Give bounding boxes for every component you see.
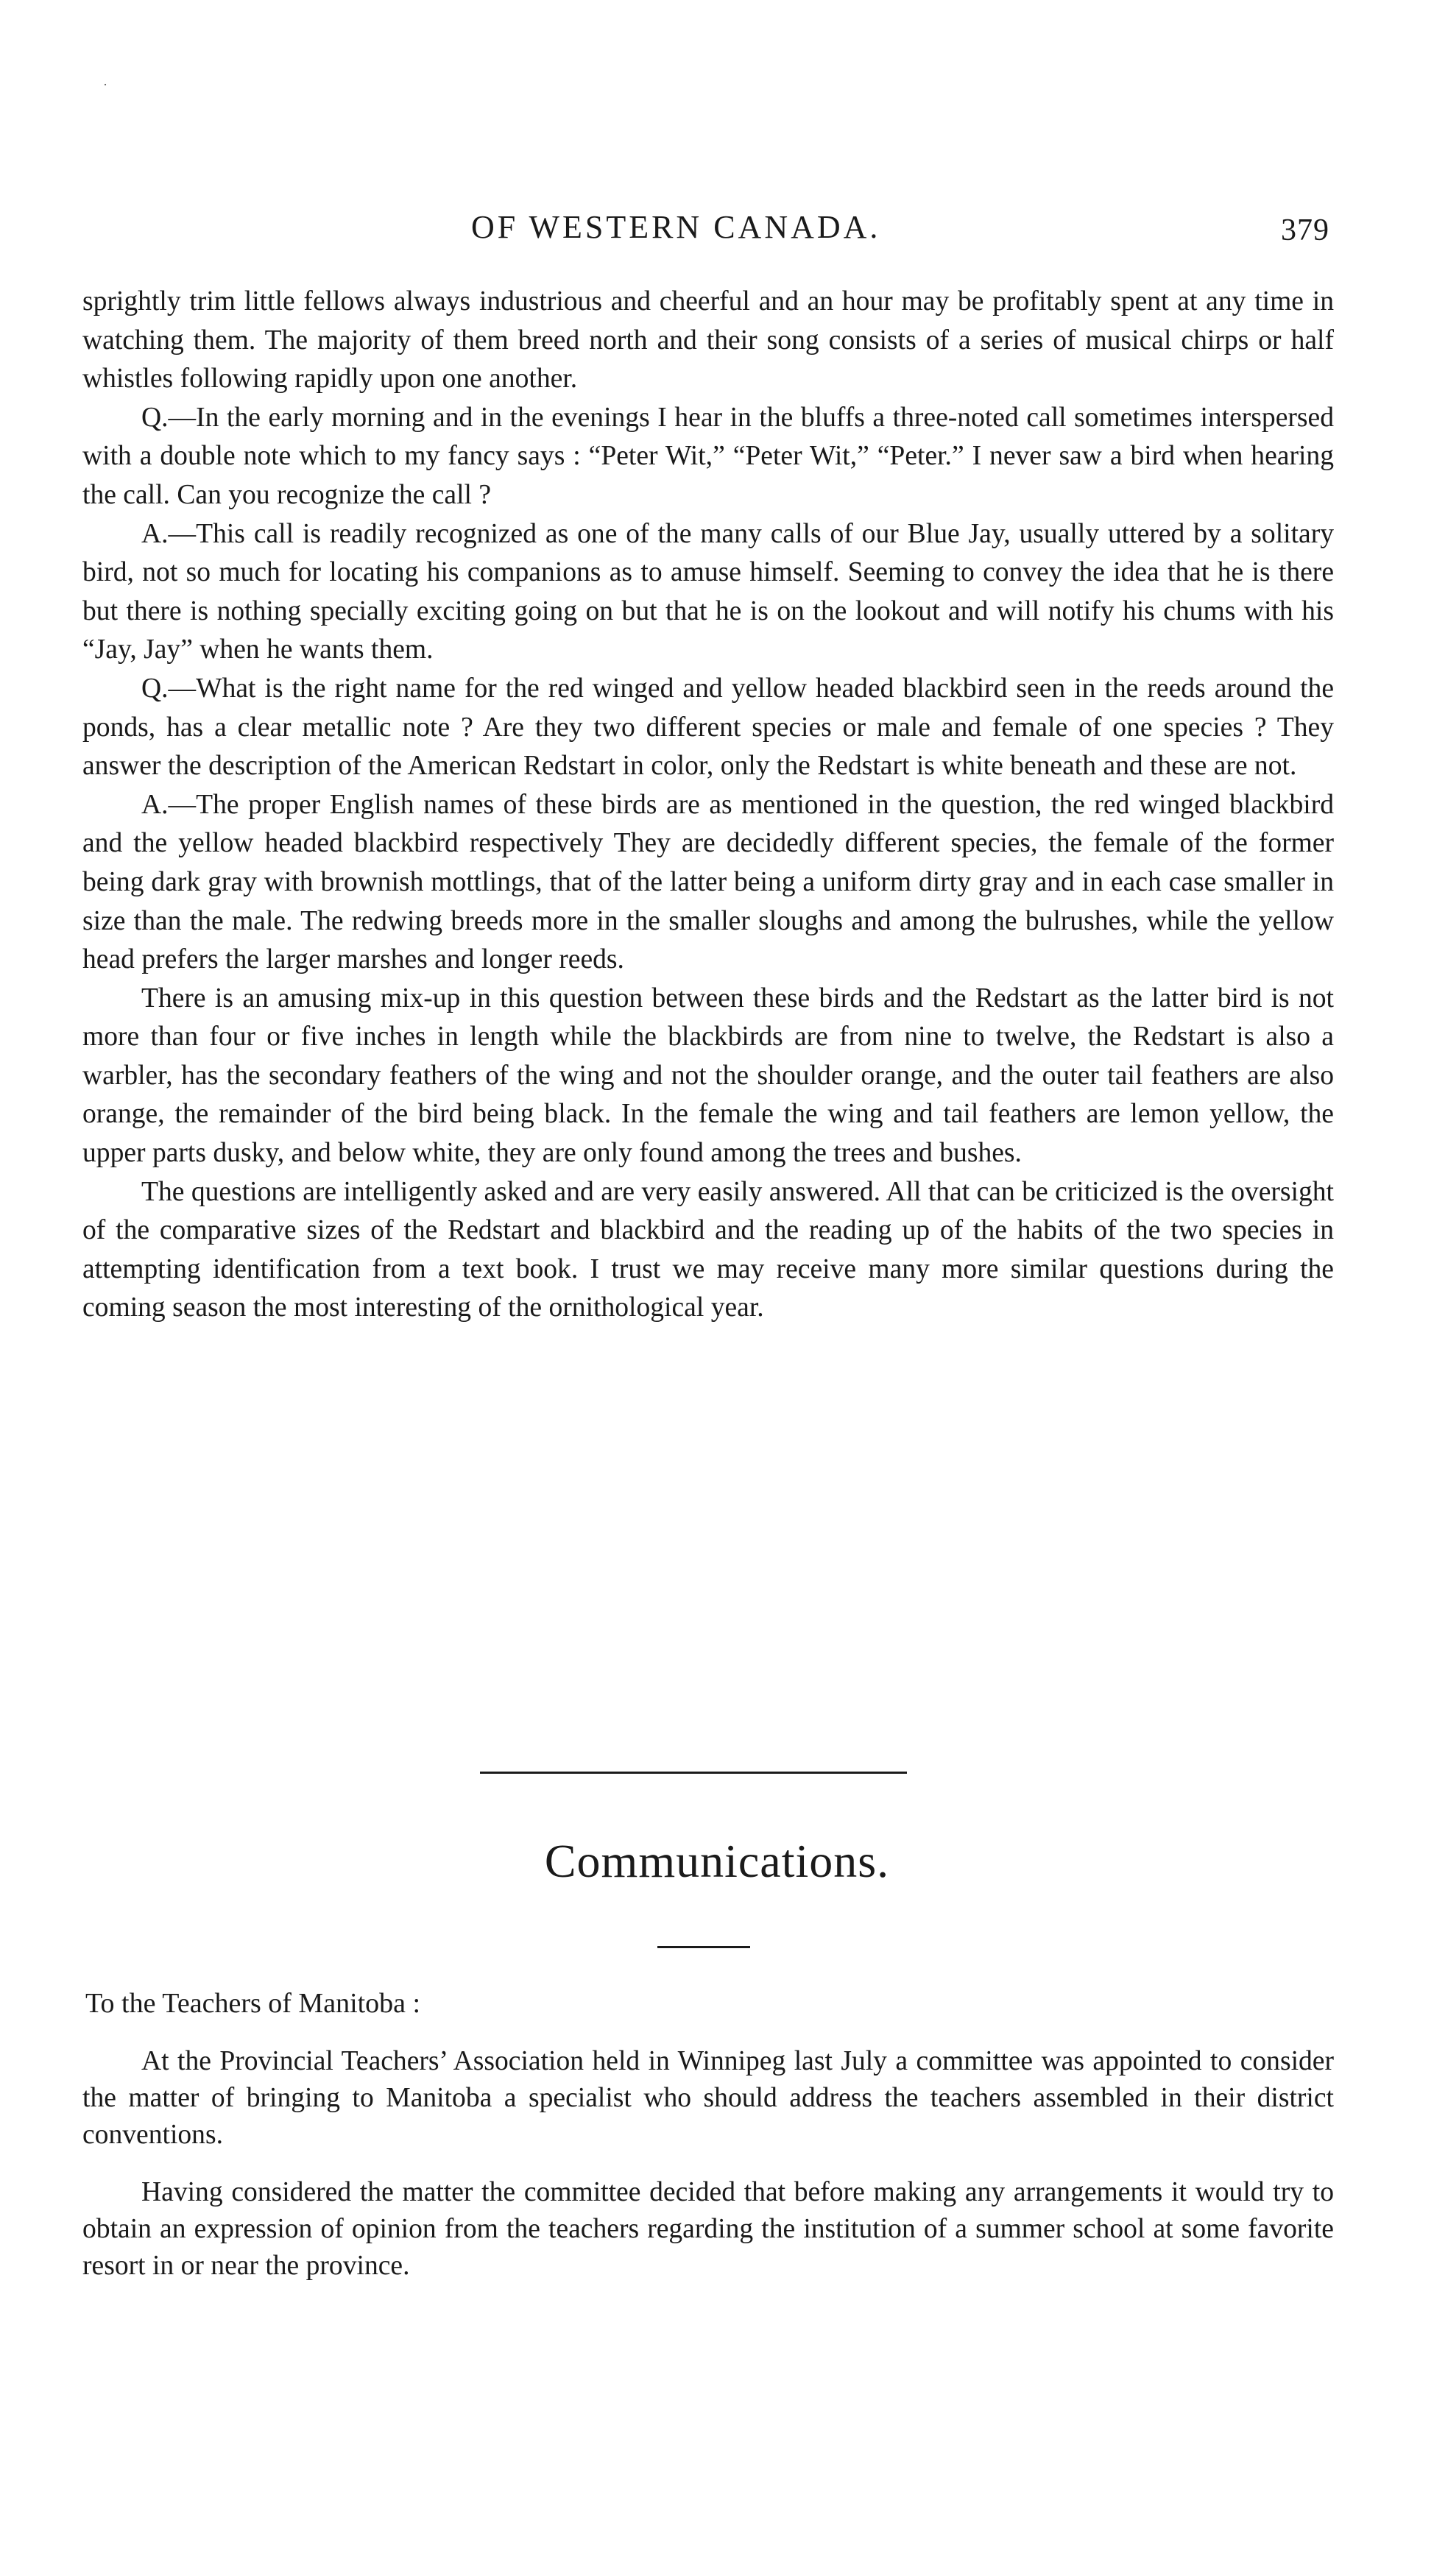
question-paragraph: Q.—What is the right name for the red winged and yellow headed blackbird seen in the reeds around the ponds, has a clear metallic note ? Are they two different species or male and female of one species ? They answer the description of the American Redstart in color, only the Redstart is white beneath and these are not. <box>82 673 1334 782</box>
letter-paragraph: Having considered the matter the committee decided that before making any arrangements it would try to obtain an expression of opinion from the teachers regarding the institution of a summer school at some favorite resort in or near the province. <box>82 2177 1334 2281</box>
letter-salutation: To the Teachers of Manitoba : <box>85 1988 421 2019</box>
letter-body <box>82 2043 1334 2285</box>
answer-paragraph: A.—This call is readily recognized as one of the many calls of our Blue Jay, usually uttered by a solitary bird, not so much for locating his companions as to amuse himself. Seeming to convey the idea that he is there but there is nothing specially exciting going on but that he is on the lookout and will notify his chums with his “Jay, Jay” when he wants them. <box>82 518 1334 665</box>
letter-paragraph: At the Provincial Teachers’ Association held in Winnipeg last July a committee was appointed to consider the matter of bringing to Manitoba a specialist who should address the teachers assembled in their district conventions. <box>82 2046 1334 2150</box>
article-paragraph: sprightly trim little fellows always industrious and cheerful and an hour may be profitably spent at any time in watching them. The majority of them breed north and their song consists of a series of musical chirps or half whistles following rapidly upon one another. <box>82 286 1334 394</box>
article-paragraph: There is an amusing mix-up in this question between these birds and the Redstart as the latter bird is not more than four or five inches in length while the blackbirds are from nine to twelve, the Redstart is also a warbler, has the secondary feathers of the wing and not the shoulder orange, and the outer tail feathers are also orange, the remainder of the bird being black. In the female the wing and tail feathers are lemon yellow, the upper parts dusky, and below white, they are only found among the trees and bushes. <box>82 983 1334 1169</box>
question-paragraph: Q.—In the early morning and in the evenings I hear in the bluffs a three-noted call sometimes interspersed with a double note which to my fancy says : “Peter Wit,” “Peter Wit,” “Peter.” I never saw a bird when hearing the call. Can you recognize the call ? <box>82 402 1334 510</box>
print-speck: · <box>103 77 107 92</box>
title-underline-rule <box>657 1946 750 1948</box>
section-divider-rule <box>480 1772 907 1774</box>
page-number: 379 <box>1281 213 1329 247</box>
article-paragraph: The questions are intelligently asked and are very easily answered. All that can be criticized is the oversight of the comparative sizes of the Redstart and blackbird and the reading up of the habits of the two species in attempting identification from a text book. I trust we may receive many more similar questions during the coming season the most interesting of the ornithological year. <box>82 1176 1334 1323</box>
section-title: Communications. <box>544 1835 890 1887</box>
answer-paragraph: A.—The proper English names of these birds are as mentioned in the question, the red winged blackbird and the yellow headed blackbird respectively They are decidedly different species, the female of the former being dark gray with brownish mottlings, that of the latter being a uniform dirty gray and in each case smaller in size than the male. The redwing breeds more in the smaller sloughs and among the bulrushes, while the yellow head prefers the larger marshes and longer reeds. <box>82 789 1334 975</box>
running-head: OF WESTERN CANADA. <box>471 209 881 245</box>
article-body <box>82 283 1334 1328</box>
